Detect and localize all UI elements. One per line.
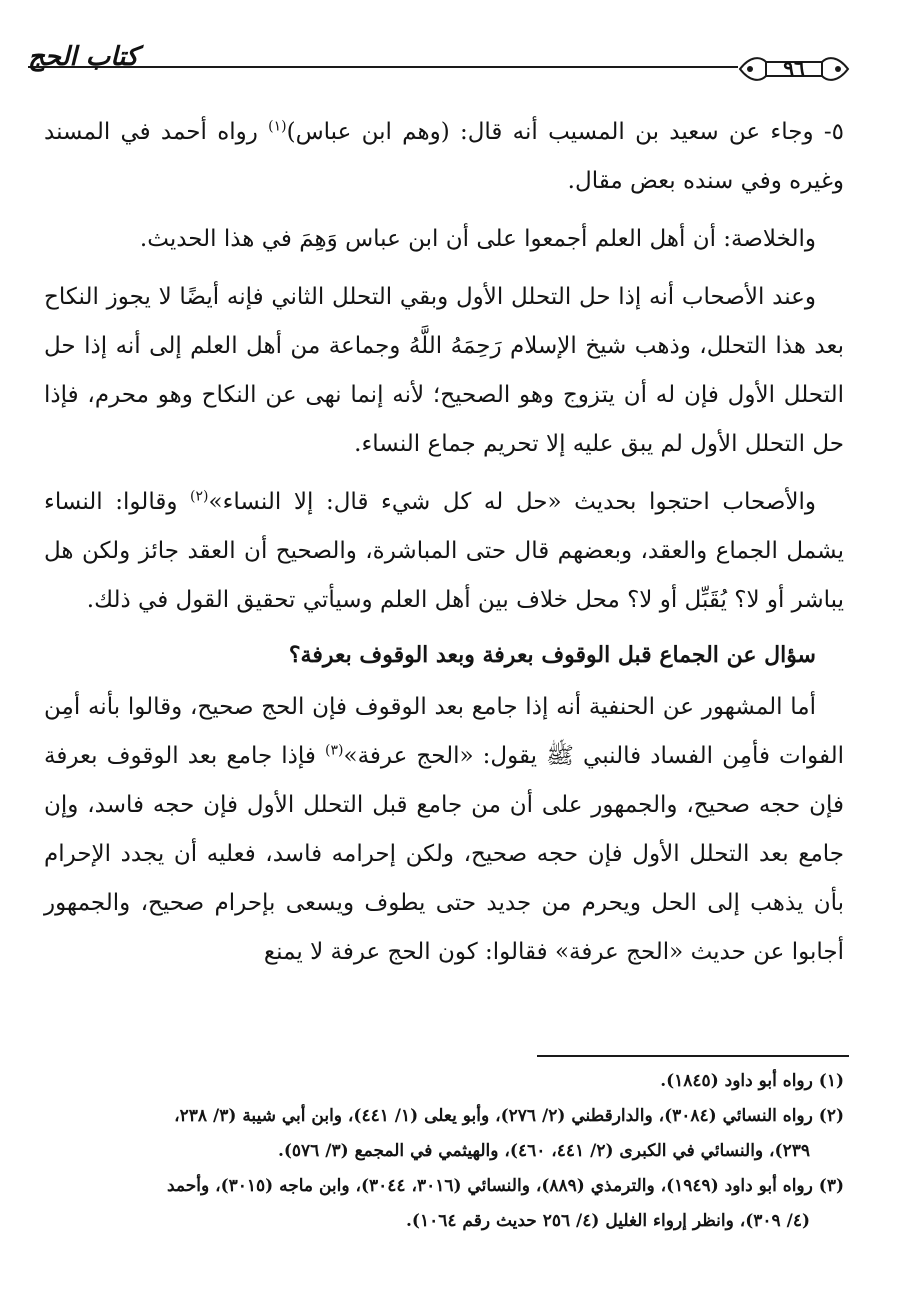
paragraph-text: فإذا جامع بعد الوقوف بعرفة فإن حجه صحيح، والجمهور على أن من جامع قبل التحلل الأول فإن حجه فاسد، وإن جامع بعد التحلل الأول فإن حجه صحيح، ولكن إحرامه فاسد، فعليه أن يجدد الإحرام بأن يذهب إلى الحل ويحرم من جديد حتى يطوف ويسعى بإحرام صحيح، والجمهور أجابوا عن حديث «الحج عرفة» فقالوا: كون الحج عرفة لا يمنع	[44, 743, 844, 965]
footnote-3	[44, 1169, 844, 1239]
page-header	[28, 42, 858, 92]
footnotes	[44, 1064, 844, 1239]
footnote-line: (٢) رواه النسائي (٣٠٨٤)، والدارقطني (٢/ ٢٧٦)، وأبو يعلى (١/ ٤٤١)، وابن أبي شيبة (٣/ ٢٣٨،	[174, 1106, 844, 1126]
footnote-ref-1[interactable]: (١)	[268, 118, 287, 135]
page-number: ٩٦	[783, 56, 805, 80]
section-heading: سؤال عن الجماع قبل الوقوف بعرفة وبعد الوقوف بعرفة؟	[288, 642, 816, 668]
footnote-line: (٣) رواه أبو داود (١٩٤٩)، والترمذي (٨٨٩)، والنسائي (٣٠١٦، ٣٠٤٤)، وابن ماجه (٣٠١٥)، وأحمد	[166, 1176, 844, 1196]
footnote-ref-3[interactable]: (٣)	[325, 742, 344, 759]
paragraph-2: والخلاصة: أن أهل العلم أجمعوا على أن ابن عباس وَهِمَ في هذا الحديث.	[139, 226, 816, 252]
footnote-1	[44, 1064, 844, 1099]
footnote-line: ٢٣٩)، والنسائي في الكبرى (٢/ ٤٤١، ٤٦٠)، والهيثمي في المجمع (٣/ ٥٧٦).	[277, 1141, 810, 1161]
main-text	[44, 108, 844, 977]
paragraph-4	[44, 478, 844, 625]
paragraph-text: وقالوا: النساء يشمل الجماع والعقد، وبعضهم قال حتى المباشرة، والصحيح أن العقد جائز ولكن هل يباشر أو لا؟ يُقَبِّل أو لا؟ محل خلاف بين أهل العلم وسيأتي تحقيق القول في ذلك.	[44, 489, 844, 613]
paragraph-text: ٥- وجاء عن سعيد بن المسيب أنه قال: (وهم ابن عباس)	[286, 119, 844, 145]
footnote-separator	[537, 1055, 849, 1057]
footnote-2	[44, 1099, 844, 1169]
footnote-line: (١) رواه أبو داود (١٨٤٥).	[660, 1071, 844, 1091]
footnote-ref-2[interactable]: (٢)	[190, 488, 209, 505]
paragraph-3: وعند الأصحاب أنه إذا حل التحلل الأول وبقي التحلل الثاني فإنه أيضًا لا يجوز النكاح بعد هذا التحلل، وذهب شيخ الإسلام رَحِمَهُ اللَّهُ وجماعة من أهل العلم إلى أنه إذا حل التحلل الأول فإن له أن يتزوج وهو الصحيح؛ لأنه إنما نهى عن النكاح وهو محرم، فإذا حل التحلل الأول لم يبق عليه إلا تحريم جماع النساء.	[44, 284, 844, 457]
paragraph-text: أما المشهور عن الحنفية أنه إذا جامع بعد الوقوف فإن الحج صحيح، وقالوا بأنه أمِن الفوات فأمِن الفساد فالنبي ﷺ يقول: «الحج عرفة»	[44, 694, 845, 769]
paragraph-text: رواه أحمد في المسند وغيره وفي سنده بعض مقال.	[44, 119, 844, 194]
footnote-line: (٤/ ٣٠٩)، وانظر إرواء الغليل (٤/ ٢٥٦ حديث رقم ١٠٦٤).	[405, 1211, 810, 1231]
book-title: كتاب الحج	[28, 42, 139, 72]
paragraph-5	[44, 683, 844, 977]
paragraph-text: والأصحاب احتجوا بحديث «حل له كل شيء قال: إلا النساء»	[208, 489, 816, 515]
paragraph-1	[44, 108, 844, 206]
